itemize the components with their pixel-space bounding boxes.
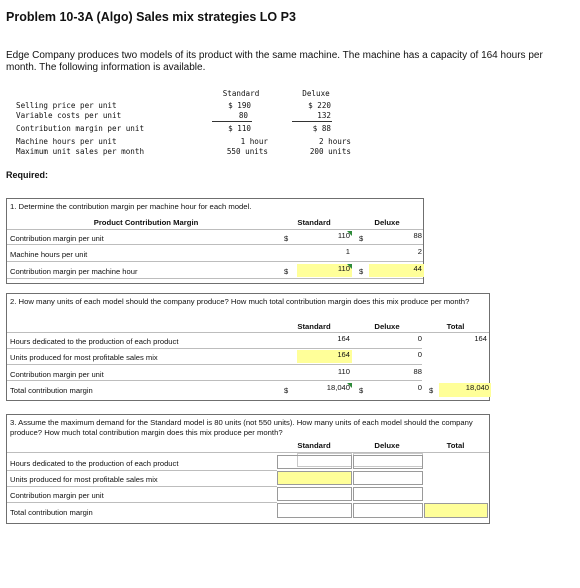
q2-total-cm: 18,040: [439, 383, 491, 397]
info-standard: $ 110: [228, 124, 251, 133]
q2-deluxe-units[interactable]: 0: [417, 350, 422, 359]
dollar-sign: $: [284, 386, 289, 395]
q3-col-standard: Standard: [297, 441, 331, 450]
info-standard: $ 190: [228, 101, 251, 110]
dollar-sign: $: [284, 234, 289, 243]
q1-header-label: Product Contribution Margin: [93, 218, 199, 227]
info-standard: 1 hour: [240, 137, 268, 146]
required-label: Required:: [6, 170, 49, 180]
q2-row-label: Units produced for most profitable sales mix: [10, 353, 158, 362]
q3-row-label: Hours dedicated to the production of each product: [10, 459, 179, 468]
q3-total-cm-input[interactable]: [424, 503, 488, 518]
dollar-sign: $: [284, 267, 289, 276]
dollar-sign: $: [359, 267, 364, 276]
q3-standard-cm-input[interactable]: [277, 487, 352, 501]
q1-deluxe-hours[interactable]: 2: [417, 247, 422, 256]
q2-deluxe-total-cm[interactable]: 0: [417, 383, 422, 392]
question-3-panel: [6, 414, 490, 524]
q1-row-label: Contribution margin per unit: [10, 234, 104, 243]
question-3-text: 3. Assume the maximum demand for the Standard model is 80 units (not 550 units). How many units of each model should the company produce? How much total contribution margin does this mix produce per month?: [10, 418, 473, 437]
q1-deluxe-cm-unit[interactable]: 88: [413, 231, 422, 240]
info-row-label: Machine hours per unit: [16, 137, 117, 146]
q2-row-label: Hours dedicated to the production of each product: [10, 337, 179, 346]
q2-col-standard: Standard: [297, 322, 331, 331]
page-title: Problem 10-3A (Algo) Sales mix strategies LO P3: [6, 10, 296, 24]
info-deluxe: $ 220: [308, 101, 331, 110]
q1-row-label: Machine hours per unit: [10, 250, 88, 259]
q3-deluxe-total-input[interactable]: [353, 503, 423, 518]
q3-standard-hours-input[interactable]: [277, 455, 352, 469]
dollar-sign: $: [359, 386, 364, 395]
q1-col-standard: Standard: [297, 218, 331, 227]
q3-col-deluxe: Deluxe: [374, 441, 400, 450]
q2-deluxe-cm[interactable]: 88: [413, 367, 422, 376]
q1-deluxe-cm-hour[interactable]: 44: [369, 264, 424, 277]
q1-row-label: Contribution margin per machine hour: [10, 267, 138, 276]
question-1-text: 1. Determine the contribution margin per machine hour for each model.: [10, 202, 252, 211]
info-col-standard: Standard: [222, 89, 260, 98]
dollar-sign: $: [359, 234, 364, 243]
q3-deluxe-hours-input[interactable]: [353, 455, 423, 469]
info-table: [16, 88, 356, 160]
info-standard: 80: [238, 111, 248, 120]
dollar-sign: $: [429, 386, 434, 395]
q2-standard-units[interactable]: 164: [297, 350, 352, 363]
question-2-text: 2. How many units of each model should the company produce? How much total contribution margin does this mix produce per month?: [10, 297, 470, 306]
q1-standard-cm-unit[interactable]: 110: [337, 231, 350, 240]
info-col-deluxe: Deluxe: [302, 89, 330, 98]
q2-standard-total-cm[interactable]: 18,040: [326, 383, 350, 392]
q3-standard-units-input[interactable]: [277, 471, 352, 485]
q3-row-label: Units produced for most profitable sales mix: [10, 475, 158, 484]
q2-deluxe-hours[interactable]: 0: [417, 334, 422, 343]
q3-deluxe-cm-input[interactable]: [353, 487, 423, 501]
q3-row-label: Total contribution margin: [10, 508, 93, 517]
problem-intro: Edge Company produces two models of its product with the same machine. The machine has a capacity of 164 hours per month. The following information is available.: [6, 50, 543, 73]
info-row: [16, 123, 356, 135]
info-row: [16, 146, 356, 158]
info-deluxe: 200 units: [309, 147, 351, 156]
q3-deluxe-units-input[interactable]: [353, 471, 423, 485]
question-2-panel: [6, 293, 490, 401]
info-row-label: Variable costs per unit: [16, 111, 122, 120]
q2-total-hours: 164: [474, 334, 487, 343]
q2-col-deluxe: Deluxe: [374, 322, 400, 331]
info-deluxe: 2 hours: [318, 137, 351, 146]
q2-row-label: Total contribution margin: [10, 386, 93, 395]
question-1-panel: [6, 198, 424, 284]
info-row-label: Selling price per unit: [16, 101, 117, 110]
q2-col-total: Total: [446, 322, 465, 331]
info-standard: 550 units: [226, 147, 268, 156]
info-deluxe: $ 88: [312, 124, 331, 133]
q2-row-label: Contribution margin per unit: [10, 370, 104, 379]
q3-standard-total-input[interactable]: [277, 503, 352, 518]
info-row-label: Maximum unit sales per month: [16, 147, 145, 156]
info-row-label: Contribution margin per unit: [16, 124, 145, 133]
q2-standard-cm[interactable]: 110: [337, 367, 350, 376]
q3-col-total: Total: [446, 441, 465, 450]
info-deluxe: 132: [317, 111, 331, 120]
q3-row-label: Contribution margin per unit: [10, 491, 104, 500]
q2-standard-hours[interactable]: 164: [337, 334, 350, 343]
q1-col-deluxe: Deluxe: [374, 218, 400, 227]
q1-standard-cm-hour[interactable]: 110: [297, 264, 352, 277]
q1-standard-hours[interactable]: 1: [345, 247, 350, 256]
